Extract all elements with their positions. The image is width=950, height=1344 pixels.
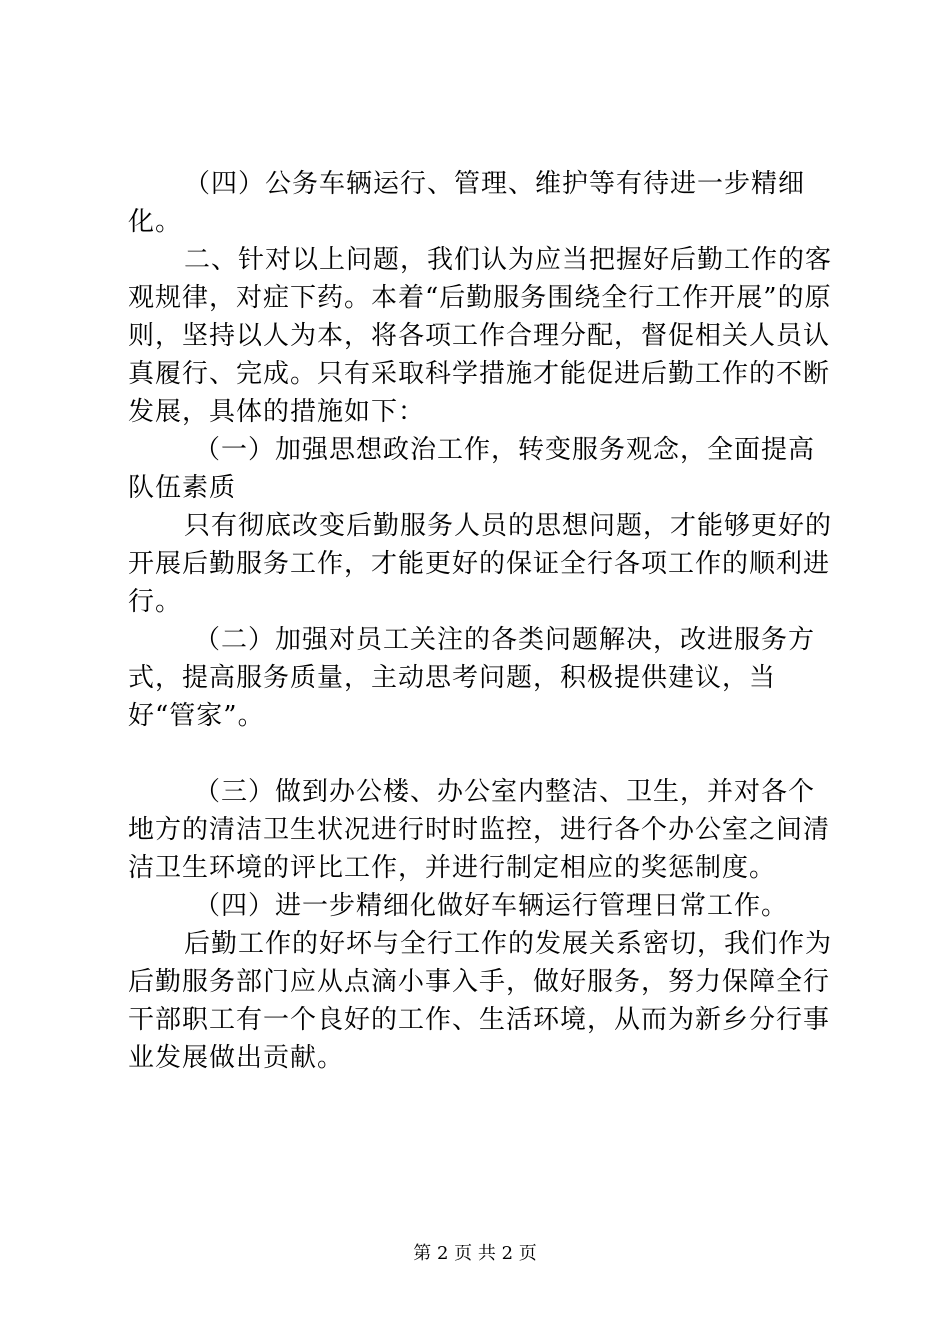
blank-line	[128, 735, 838, 773]
paragraph-measure-3: （三）做到办公楼、办公室内整洁、卫生，并对各个地方的清洁卫生状况进行时时监控，进行各个办公室之间清洁卫生环境的评比工作，并进行制定相应的奖惩制度。	[128, 777, 831, 883]
paragraph-conclusion: 后勤工作的好坏与全行工作的发展关系密切，我们作为后勤服务部门应从点滴小事入手，做好服务，努力保障全行干部职工有一个良好的工作、生活环境，从而为新乡分行事业发展做出贡献。	[128, 929, 833, 1073]
paragraph-measure-1-body: 只有彻底改变后勤服务人员的思想问题，才能够更好的开展后勤服务工作，才能更好的保证全行各项工作的顺利进行。	[128, 511, 833, 617]
paragraph-measures-intro: 二、针对以上问题，我们认为应当把握好后勤工作的客观规律，对症下药。本着“后勤服务围绕全行工作开展”的原则，坚持以人为本，将各项工作合理分配，督促相关人员认真履行、完成。只有采取科学措施才能促进后勤工作的不断发展，具体的措施如下：	[128, 245, 833, 427]
paragraph-measure-1-heading: （一）加强思想政治工作，转变服务观念，全面提高队伍素质	[128, 435, 816, 503]
paragraph-vehicle-issue: （四）公务车辆运行、管理、维护等有待进一步精细化。	[128, 169, 806, 237]
paragraph-measure-2: （二）加强对员工关注的各类问题解决，改进服务方式，提高服务质量，主动思考问题，积极提供建议，当好“管家”。	[128, 625, 816, 731]
paragraph-measure-4: （四）进一步精细化做好车辆运行管理日常工作。	[194, 891, 789, 921]
page-number-label: 第 2 页 共 2 页	[413, 1243, 537, 1264]
page-footer	[0, 1242, 950, 1266]
document-body	[128, 165, 838, 1077]
